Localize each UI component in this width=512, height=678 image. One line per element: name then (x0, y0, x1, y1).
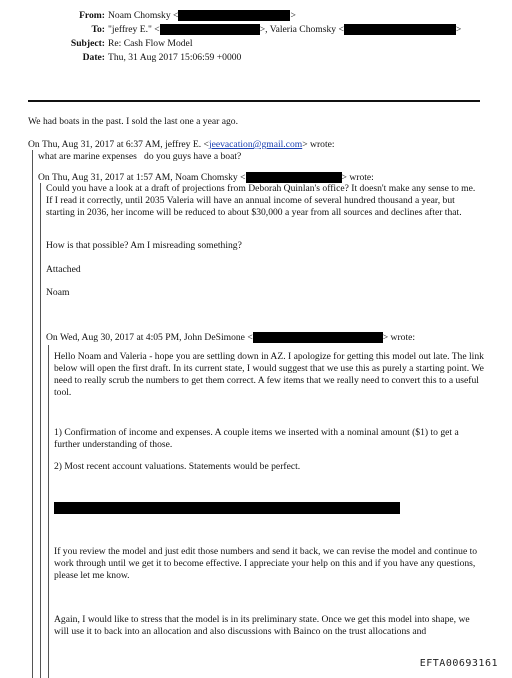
quote2-p3: Attached (46, 264, 81, 275)
date-value: Thu, 31 Aug 2017 15:06:59 +0000 (108, 52, 242, 63)
to-name: "jeffrey E." < (108, 24, 160, 35)
subject-value: Re: Cash Flow Model (108, 38, 193, 49)
from-label: From: (79, 10, 105, 21)
date-label: Date: (82, 52, 105, 63)
quote-bar-2 (40, 183, 41, 678)
quote2-intro: On Thu, Aug 31, 2017 at 1:57 AM, Noam Chomsky < > wrote: (38, 172, 374, 183)
to-label: To: (91, 24, 105, 35)
reply-text: We had boats in the past. I sold the last one a year ago. (28, 116, 238, 127)
redaction-box (178, 10, 290, 21)
quote3-item2: 2) Most recent account valuations. Statements would be perfect. (54, 461, 301, 472)
quote3-p3: Again, I would like to stress that the model is in its preliminary state. Once we get this model into shape, we will use it to back into an allocation and also discussions with Bainco on the trust allocations and (54, 614, 470, 637)
redacted-link-box (54, 502, 400, 514)
redaction-box (246, 172, 342, 183)
quote3-intro: On Wed, Aug 30, 2017 at 4:05 PM, John DeSimone < > wrote: (46, 332, 416, 343)
quote2-p4: Noam (46, 287, 70, 298)
quote-bar-3 (48, 345, 49, 678)
quote3-p1: Hello Noam and Valeria - hope you are settling down in AZ. I apologize for getting this model out late. The link below will open the first draft. In its current state, I would suggest that we use this as purely a starting point. We need to really scrub the numbers to get them correct. A few items that we really need to convert this to a useful tool. (54, 351, 484, 398)
email-link[interactable]: jeevacation@gmail.com (208, 139, 303, 150)
from-name: Noam Chomsky < (108, 10, 179, 21)
redaction-box (344, 24, 456, 35)
quote2-p2: How is that possible? Am I misreading something? (46, 240, 242, 251)
quote3-p2: If you review the model and just edit those numbers and send it back, we can revise the model and continue to work through until we get it to become effective. I appreciate your help on this and if you have any questions, please let me know. (54, 546, 478, 581)
quote1-text: what are marine expenses do you guys have a boat? (38, 151, 242, 162)
header-divider (28, 100, 480, 102)
quote2-p1: Could you have a look at a draft of projections from Deborah Quinlan's office? It doesn't make any sense to me. If I read it correctly, until 2035 Valeria will have an annual income of several hundred thousand a year, but starting in 2036, her income will be reduced to about $30,000 a year from all sources and declines after that. (46, 183, 476, 218)
document-id: EFTA00693161 (419, 657, 498, 669)
quote1-intro: On Thu, Aug 31, 2017 at 6:37 AM, jeffrey E. <jeevacation@gmail.com> wrote: (28, 139, 335, 150)
quote-bar-1 (32, 150, 33, 678)
redaction-box (253, 332, 383, 343)
to-cc: >, Valeria Chomsky < (259, 24, 344, 35)
redaction-box (160, 24, 260, 35)
subject-label: Subject: (70, 38, 105, 49)
quote3-item1: 1) Confirmation of income and expenses. A couple items we inserted with a nominal amount ($1) to get a further understanding of those. (54, 427, 459, 450)
